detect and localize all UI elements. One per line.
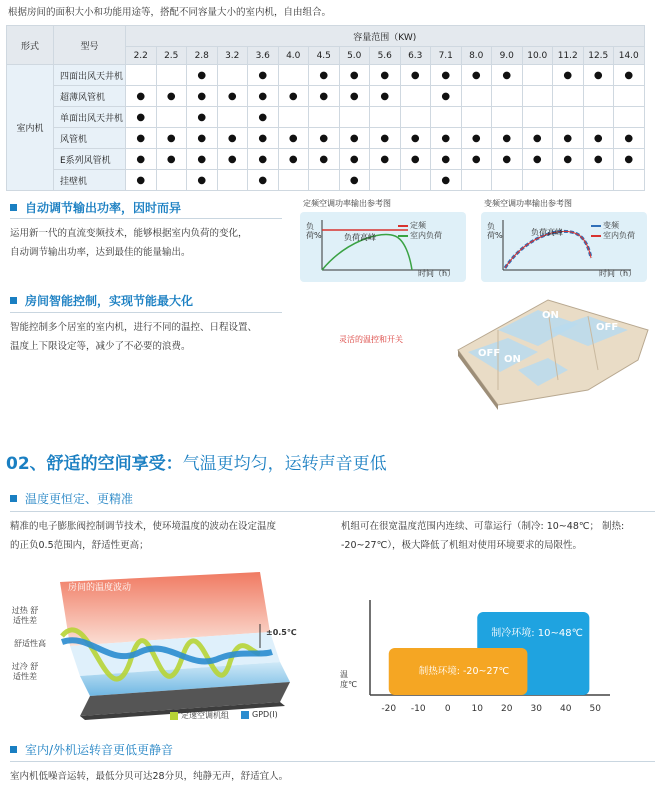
- range-x-tick: 40: [560, 704, 572, 714]
- table-row: [7, 107, 645, 128]
- availability-cell: [614, 86, 645, 107]
- availability-cell: ●: [370, 86, 401, 107]
- availability-cell: [522, 86, 553, 107]
- availability-cell: ●: [309, 86, 340, 107]
- availability-cell: ●: [187, 149, 218, 170]
- range-x-tick: 50: [589, 704, 601, 714]
- capacity-table: [6, 25, 645, 191]
- availability-cell: ●: [248, 65, 279, 86]
- availability-cell: [583, 170, 614, 191]
- availability-cell: ●: [126, 107, 157, 128]
- availability-cell: [156, 170, 187, 191]
- availability-cell: [400, 107, 431, 128]
- availability-cell: ●: [370, 128, 401, 149]
- floor-plan-svg: [438, 290, 656, 410]
- capacity-cell: 12.5: [583, 47, 614, 65]
- availability-cell: ●: [248, 86, 279, 107]
- room-label: OFF: [478, 348, 501, 359]
- section-temp-heading: 温度更恒定、更精准: [10, 490, 133, 507]
- availability-cell: ●: [339, 65, 370, 86]
- temp-left-text-2: 的正负0.5范围内，舒适性更高；: [10, 540, 149, 551]
- model-cell: 挂壁机: [54, 170, 126, 191]
- availability-cell: ●: [492, 149, 523, 170]
- availability-cell: [156, 65, 187, 86]
- availability-cell: ●: [248, 107, 279, 128]
- smart-caption: 灵活的温控和开关: [339, 335, 403, 344]
- availability-cell: ●: [309, 128, 340, 149]
- heating-label: 制热环境: -20~27℃: [418, 666, 510, 677]
- capacity-cell: 6.3: [400, 47, 431, 65]
- fixed-chart-title: 定频空调功率输出参考图: [303, 199, 391, 208]
- inverter-legend: 变频 室内负荷: [591, 221, 635, 241]
- availability-cell: ●: [187, 86, 218, 107]
- inverter-chart: [481, 212, 647, 282]
- model-cell: 超薄风管机: [54, 86, 126, 107]
- noise-text: 室内机低噪音运转，最低分贝可达28分贝，纯静无声，舒适宜人。: [10, 771, 289, 782]
- availability-cell: [278, 65, 309, 86]
- availability-cell: ●: [431, 149, 462, 170]
- capacity-cell: 2.2: [126, 47, 157, 65]
- availability-cell: ●: [309, 149, 340, 170]
- room-label: ON: [472, 316, 489, 327]
- tolerance-label: ±0.5℃: [266, 628, 297, 637]
- availability-cell: ●: [522, 128, 553, 149]
- table-row: [7, 128, 645, 149]
- availability-cell: [370, 107, 401, 128]
- availability-cell: ●: [431, 86, 462, 107]
- availability-cell: ●: [278, 128, 309, 149]
- room-label: ON: [504, 354, 521, 365]
- band-label-comfort: 舒适性高: [14, 639, 46, 648]
- availability-cell: ●: [339, 128, 370, 149]
- availability-cell: ●: [431, 170, 462, 191]
- chapter-heading: 02、舒适的空间享受：气温更均匀，运转声音更低: [6, 454, 387, 474]
- intro-text: 根据房间的面积大小和功能用途等，搭配不同容量大小的室内机，自由组合。: [8, 7, 332, 18]
- table-row: [7, 65, 645, 86]
- temp-right-text-1: 机组可在很宽温度范围内连续、可靠运行（制冷: 10~48℃； 制热:: [341, 521, 625, 532]
- capacity-cell: 3.2: [217, 47, 248, 65]
- availability-cell: ●: [614, 65, 645, 86]
- table-row: [7, 170, 645, 191]
- room-label: OFF: [596, 322, 619, 333]
- availability-cell: ●: [522, 149, 553, 170]
- inverter-y-label: 负荷%: [487, 222, 503, 240]
- wave-svg: [10, 572, 320, 732]
- divider: [10, 218, 282, 219]
- availability-cell: ●: [126, 149, 157, 170]
- capacity-cell: 7.1: [431, 47, 462, 65]
- table-row: [7, 86, 645, 107]
- availability-cell: ●: [461, 65, 492, 86]
- range-x-tick: 20: [501, 704, 513, 714]
- availability-cell: ●: [614, 128, 645, 149]
- availability-cell: [217, 65, 248, 86]
- availability-cell: ●: [217, 86, 248, 107]
- floor-plan-illustration: [438, 290, 656, 410]
- availability-cell: ●: [156, 128, 187, 149]
- availability-cell: [614, 107, 645, 128]
- capacity-header: 容量范围（KW): [126, 26, 645, 47]
- capacity-cell: 2.8: [187, 47, 218, 65]
- availability-cell: ●: [278, 86, 309, 107]
- band-label-hot: 过热 舒适性差: [11, 606, 39, 625]
- band-label-cold: 过冷 舒适性差: [11, 662, 39, 681]
- capacity-cell: 10.0: [522, 47, 553, 65]
- availability-cell: ●: [126, 170, 157, 191]
- wave-title: 房间的温度波动: [68, 583, 132, 593]
- availability-cell: [431, 107, 462, 128]
- temperature-range-chart: [340, 590, 620, 720]
- room-label: ON: [542, 310, 559, 321]
- auto-text-2: 自动调节输出功率，达到最佳的能量输出。: [10, 247, 191, 258]
- availability-cell: ●: [583, 149, 614, 170]
- availability-cell: ●: [339, 86, 370, 107]
- inverter-x-label: 时间（h）: [599, 269, 637, 278]
- availability-cell: [156, 107, 187, 128]
- availability-cell: ●: [553, 149, 584, 170]
- availability-cell: [461, 170, 492, 191]
- availability-cell: [461, 107, 492, 128]
- availability-cell: [492, 86, 523, 107]
- smart-text-2: 温度上下限设定等，减少了不必要的浪费。: [10, 341, 191, 352]
- availability-cell: ●: [553, 128, 584, 149]
- capacity-cell: 4.0: [278, 47, 309, 65]
- range-svg: [340, 590, 620, 720]
- availability-cell: [614, 170, 645, 191]
- availability-cell: [553, 86, 584, 107]
- capacity-cell: 4.5: [309, 47, 340, 65]
- availability-cell: [217, 170, 248, 191]
- availability-cell: ●: [187, 107, 218, 128]
- cooling-label: 制冷环境: 10~48℃: [491, 628, 583, 639]
- table-row: [7, 149, 645, 170]
- availability-cell: ●: [370, 65, 401, 86]
- fixed-y-label: 负荷%: [306, 222, 322, 240]
- availability-cell: ●: [187, 170, 218, 191]
- availability-cell: [217, 107, 248, 128]
- capacity-cell: 11.2: [553, 47, 584, 65]
- availability-cell: [522, 107, 553, 128]
- availability-cell: ●: [187, 128, 218, 149]
- section-noise-heading: 室内/外机运转音更低更静音: [10, 741, 173, 758]
- availability-cell: ●: [339, 149, 370, 170]
- availability-cell: ●: [614, 149, 645, 170]
- capacity-cell: 14.0: [614, 47, 645, 65]
- divider: [10, 761, 655, 762]
- availability-cell: [400, 86, 431, 107]
- availability-cell: ●: [431, 65, 462, 86]
- capacity-cell: 5.0: [339, 47, 370, 65]
- availability-cell: [370, 170, 401, 191]
- availability-cell: ●: [187, 65, 218, 86]
- availability-cell: [583, 107, 614, 128]
- availability-cell: [492, 170, 523, 191]
- form-cell: 室内机: [7, 65, 54, 191]
- fixed-x-label: 时间（h）: [418, 269, 456, 278]
- range-x-tick: 30: [530, 704, 542, 714]
- availability-cell: ●: [126, 128, 157, 149]
- capacity-cell: 3.6: [248, 47, 279, 65]
- availability-cell: ●: [217, 128, 248, 149]
- availability-cell: ●: [461, 128, 492, 149]
- fixed-peak-label: 负荷高峰: [344, 233, 376, 242]
- temp-right-text-2: -20~27℃），极大降低了机组对使用环境要求的局限性。: [341, 540, 582, 551]
- availability-cell: ●: [278, 149, 309, 170]
- availability-cell: ●: [248, 170, 279, 191]
- availability-cell: ●: [217, 149, 248, 170]
- fixed-legend: 定频 室内负荷: [398, 221, 442, 241]
- fixed-chart: [300, 212, 466, 282]
- capacity-cell: 5.6: [370, 47, 401, 65]
- smart-text-1: 智能控制多个居室的室内机，进行不同的温控、日程设置、: [10, 322, 258, 333]
- availability-cell: [461, 86, 492, 107]
- availability-cell: ●: [492, 65, 523, 86]
- availability-cell: ●: [583, 128, 614, 149]
- availability-cell: ●: [400, 65, 431, 86]
- temperature-wave-chart: [10, 572, 320, 732]
- availability-cell: [309, 170, 340, 191]
- availability-cell: [492, 107, 523, 128]
- availability-cell: ●: [583, 65, 614, 86]
- availability-cell: ●: [400, 128, 431, 149]
- availability-cell: [553, 107, 584, 128]
- range-x-tick: -10: [410, 704, 426, 714]
- temp-left-text-1: 精准的电子膨胀阀控制调节技术，使环境温度的波动在设定温度: [10, 521, 277, 532]
- range-x-tick: 10: [471, 704, 483, 714]
- availability-cell: ●: [126, 86, 157, 107]
- model-cell: 风管机: [54, 128, 126, 149]
- section-auto-heading: 自动调节输出功率，因时而异: [10, 199, 181, 216]
- availability-cell: [278, 170, 309, 191]
- model-header: 型号: [54, 26, 126, 65]
- availability-cell: ●: [461, 149, 492, 170]
- availability-cell: ●: [492, 128, 523, 149]
- divider: [10, 312, 282, 313]
- availability-cell: [339, 107, 370, 128]
- range-y-label: 温度℃: [340, 670, 357, 689]
- form-header: 形式: [7, 26, 54, 65]
- availability-cell: [278, 107, 309, 128]
- model-cell: E系列风管机: [54, 149, 126, 170]
- inverter-peak-label: 负荷高峰: [531, 228, 563, 237]
- availability-cell: ●: [248, 128, 279, 149]
- availability-cell: [553, 170, 584, 191]
- inverter-chart-title: 变频空调功率输出参考图: [484, 199, 572, 208]
- availability-cell: ●: [339, 170, 370, 191]
- capacity-cell: 8.0: [461, 47, 492, 65]
- model-cell: 四面出风天井机: [54, 65, 126, 86]
- availability-cell: [309, 107, 340, 128]
- model-cell: 单面出风天井机: [54, 107, 126, 128]
- availability-cell: [583, 86, 614, 107]
- wave-legend: 定速空调机组 GPD(I): [170, 710, 278, 721]
- section-smart-heading: 房间智能控制，实现节能最大化: [10, 292, 193, 309]
- capacity-cell: 9.0: [492, 47, 523, 65]
- range-x-tick: 0: [444, 704, 451, 714]
- availability-cell: ●: [431, 128, 462, 149]
- availability-cell: [522, 170, 553, 191]
- availability-cell: [400, 170, 431, 191]
- availability-cell: [522, 65, 553, 86]
- availability-cell: ●: [156, 86, 187, 107]
- availability-cell: [126, 65, 157, 86]
- availability-cell: ●: [553, 65, 584, 86]
- divider: [10, 511, 655, 512]
- availability-cell: ●: [370, 149, 401, 170]
- availability-cell: ●: [400, 149, 431, 170]
- auto-text-1: 运用新一代的直流变频技术，能够根据室内负荷的变化，: [10, 228, 248, 239]
- availability-cell: ●: [248, 149, 279, 170]
- availability-cell: ●: [156, 149, 187, 170]
- availability-cell: ●: [309, 65, 340, 86]
- capacity-cell: 2.5: [156, 47, 187, 65]
- range-x-tick: -20: [381, 704, 397, 714]
